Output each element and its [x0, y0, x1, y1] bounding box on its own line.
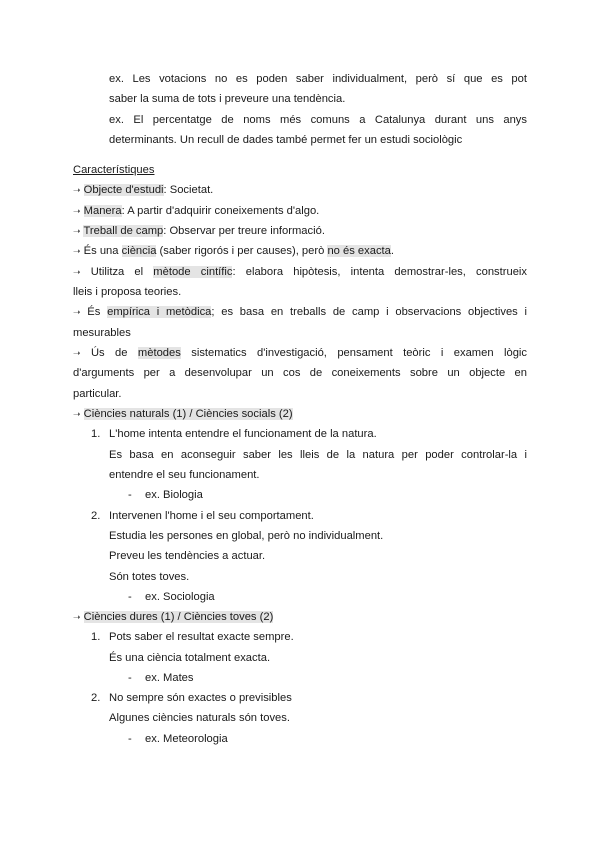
dures-item-2-example: ex. Meteorologia: [145, 733, 228, 745]
arrow-icon: ➝: [73, 348, 81, 358]
bullet-manera: ➝ Manera: A partir d'adquirir coneixements d'algo.: [73, 205, 320, 217]
section-heading: Característiques: [73, 164, 155, 176]
bullet-objecte: ➝ Objecte d'estudi: Societat.: [73, 184, 214, 196]
highlight-term: no és exacta: [327, 245, 391, 257]
highlight-term: Manera: [83, 205, 122, 217]
highlight-term: Ciències dures (1) / Ciències toves (2): [83, 611, 274, 623]
bullet-metode-line-2: lleis i proposa teories.: [73, 286, 182, 298]
bullet-metodes: ➝ Ús de mètodes sistematics d'investigació, pensament teòric i examen lògic: [73, 347, 527, 359]
arrow-icon: ➝: [73, 185, 81, 195]
arrow-icon: ➝: [73, 267, 81, 277]
bullet-metodes-line-2: d'arguments per a desenvolupar un cos de coneixements sobre un objecte en: [73, 367, 527, 379]
bullet-empirica: ➝ És empírica i metòdica; es basa en treballs de camp i observacions objectives i: [73, 306, 527, 318]
arrow-icon: ➝: [73, 307, 81, 317]
highlight-term: Treball de camp: [83, 225, 164, 237]
naturals-item-1-example: ex. Biologia: [145, 489, 203, 501]
dures-header: [73, 610, 273, 624]
intro-example-2-line-2: determinants. Un recull de dades també permet fer un estudi sociològic: [109, 134, 463, 146]
dures-item-1-line-1: Pots saber el resultat exacte sempre.: [109, 631, 294, 643]
highlight-term: mètode cintífic: [153, 266, 233, 278]
dures-item-2-line-1: No sempre són exactes o previsibles: [109, 692, 292, 704]
naturals-item-2-line-4: Són totes toves.: [109, 571, 190, 583]
dures-item-2-line-2: Algunes ciències naturals són toves.: [109, 712, 290, 724]
naturals-item-1-line-2: Es basa en aconseguir saber les lleis de la natura per poder controlar-la i: [109, 449, 527, 461]
dash-marker: -: [128, 489, 132, 501]
arrow-icon: ➝: [73, 246, 81, 256]
bullet-empirica-line-2: mesurables: [73, 327, 131, 339]
arrow-icon: ➝: [73, 206, 81, 216]
bullet-metode: ➝ Utilitza el mètode cintífic: elabora hipòtesis, intenta demostrar-les, construeix: [73, 266, 528, 278]
bullet-ciencia: ➝ És una ciència (saber rigorós i per causes), però no és exacta.: [73, 245, 394, 257]
naturals-item-2-line-1: Intervenen l'home i el seu comportament.: [109, 510, 314, 522]
list-number: 1.: [91, 428, 101, 440]
intro-example-1-line-1: ex. Les votacions no es poden saber individualment, però sí que es pot: [109, 73, 527, 85]
list-number: 2.: [91, 510, 101, 522]
intro-example-2-line-1: ex. El percentatge de noms més comuns a Catalunya durant uns anys: [109, 114, 527, 126]
naturals-item-2-example: ex. Sociologia: [145, 591, 215, 603]
dash-marker: -: [128, 591, 132, 603]
dures-item-1-line-2: És una ciència totalment exacta.: [109, 652, 271, 664]
bullet-metodes-line-3: particular.: [73, 388, 122, 400]
naturals-item-2-line-3: Preveu les tendències a actuar.: [109, 550, 266, 562]
dash-marker: -: [128, 672, 132, 684]
dash-marker: -: [128, 733, 132, 745]
naturals-item-2-line-2: Estudia les persones en global, però no individualment.: [109, 530, 384, 542]
bullet-treball: ➝ Treball de camp: Observar per treure informació.: [73, 225, 325, 237]
highlight-term: empírica i metòdica: [107, 306, 212, 318]
list-number: 1.: [91, 631, 101, 643]
naturals-item-1-line-1: L'home intenta entendre el funcionament de la natura.: [109, 428, 377, 440]
naturals-header: [73, 407, 293, 421]
highlight-term: ciència: [121, 245, 157, 257]
naturals-item-1-line-3: entendre el seu funcionament.: [109, 469, 260, 481]
dures-item-1-example: ex. Mates: [145, 672, 194, 684]
intro-example-1-line-2: saber la suma de tots i preveure una tendència.: [109, 93, 346, 105]
arrow-icon: ➝: [73, 612, 81, 622]
arrow-icon: ➝: [73, 226, 81, 236]
highlight-term: mètodes: [137, 347, 181, 359]
list-number: 2.: [91, 692, 101, 704]
highlight-term: Ciències naturals (1) / Ciències socials (2): [83, 408, 293, 420]
highlight-term: Objecte d'estudi: [83, 184, 164, 196]
arrow-icon: ➝: [73, 409, 81, 419]
